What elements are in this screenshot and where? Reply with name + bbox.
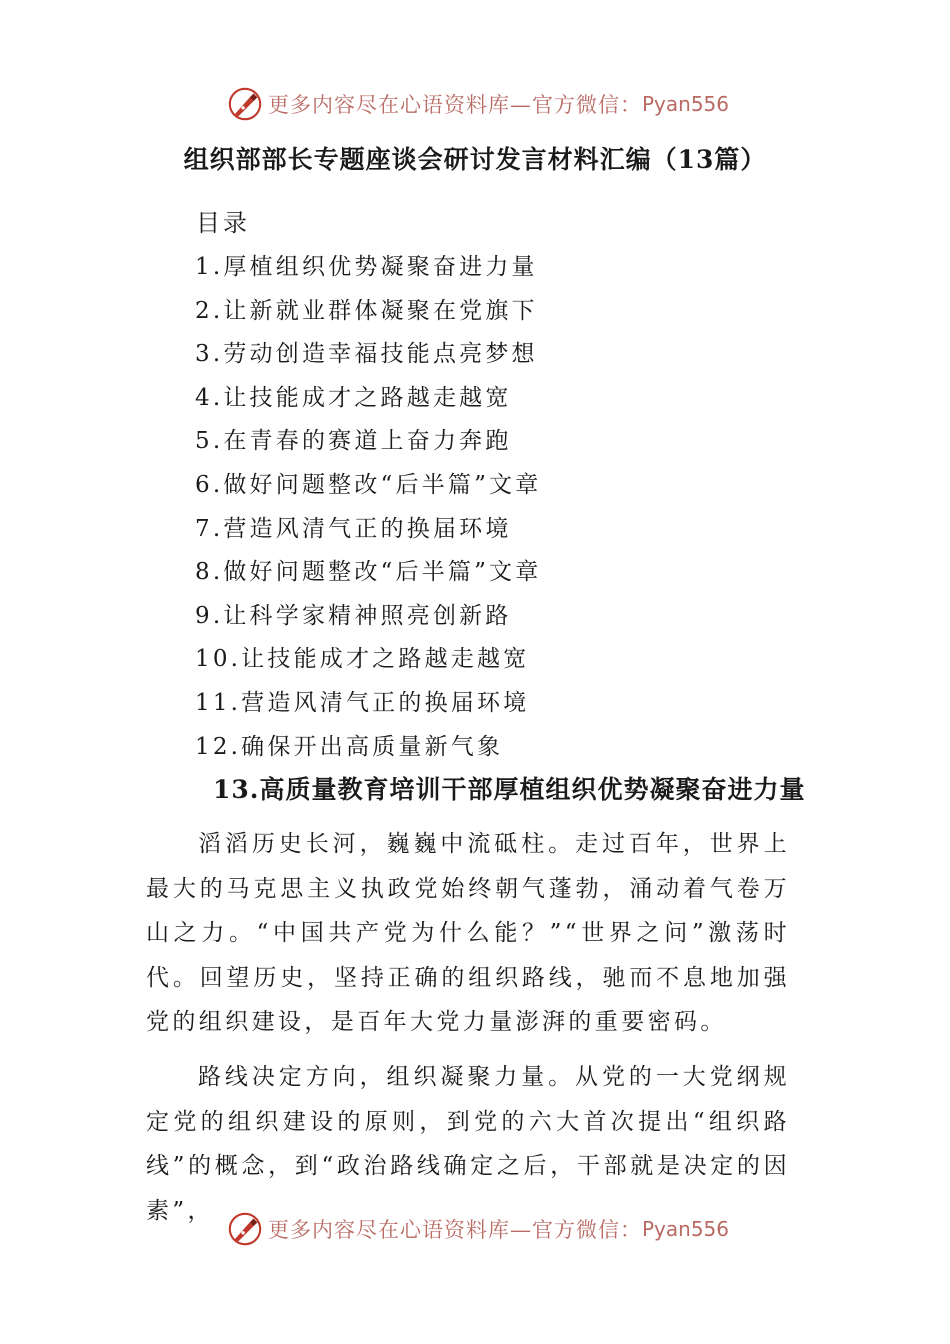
article-title: 13.高质量教育培训干部厚植组织优势凝聚奋进力量	[213, 775, 806, 804]
body-paragraph: 路线决定方向，组织凝聚力量。从党的一大党纲规定党的组织建设的原则，到党的六大首次提出“组织路线”的概念，到“政治路线确定之后，干部就是决定的因素”，	[146, 1064, 790, 1224]
toc-item: 12.确保开出高质量新气象	[195, 733, 504, 760]
watermark-handle: Pyan556	[642, 1217, 730, 1241]
toc-item: 10.让技能成才之路越走越宽	[195, 646, 530, 673]
toc-item: 11.营造风清气正的换届环境	[195, 689, 530, 716]
watermark-text: 更多内容尽在心语资料库—官方微信：	[268, 1218, 642, 1242]
watermark-handle: Pyan556	[642, 92, 730, 116]
toc-item: 9.让科学家精神照亮创新路	[195, 602, 512, 629]
watermark-text: 更多内容尽在心语资料库—官方微信：	[268, 93, 642, 117]
toc-item: 6.做好问题整改“后半篇”文章	[195, 471, 542, 498]
watermark-footer	[226, 1209, 729, 1249]
toc-item: 3.劳动创造幸福技能点亮梦想	[195, 341, 538, 368]
pen-nib-logo-icon	[226, 1210, 264, 1248]
body-paragraph: 滔滔历史长河，巍巍中流砥柱。走过百年，世界上最大的马克思主义执政党始终朝气蓬勃，涌动着气卷万山之力。“中国共产党为什么能？”“世界之问”激荡时代。回望历史，坚持正确的组织路线，驰而不息地加强党的组织建设，是百年大党力量澎湃的重要密码。	[146, 831, 790, 1035]
table-of-contents	[195, 246, 541, 769]
toc-heading: 目录	[196, 209, 250, 237]
watermark-header	[226, 84, 729, 124]
toc-item: 7.营造风清气正的换届环境	[195, 515, 512, 542]
toc-item: 2.让新就业群体凝聚在党旗下	[195, 297, 538, 324]
toc-item: 4.让技能成才之路越走越宽	[195, 384, 512, 411]
pen-nib-logo-icon	[226, 85, 264, 123]
toc-item: 8.做好问题整改“后半篇”文章	[195, 559, 542, 586]
document-title: 组织部部长专题座谈会研讨发言材料汇编（13篇）	[183, 145, 767, 174]
toc-item: 1.厚植组织优势凝聚奋进力量	[195, 254, 538, 280]
toc-item: 5.在青春的赛道上奋力奔跑	[195, 428, 512, 455]
